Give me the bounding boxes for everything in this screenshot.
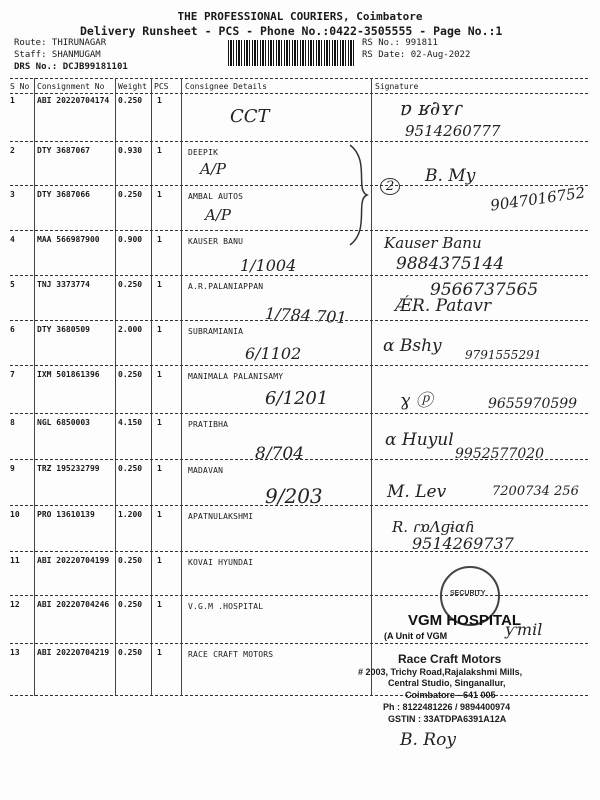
row-sno: 6 bbox=[10, 325, 15, 334]
row-sno: 13 bbox=[10, 648, 20, 657]
drs-no: DRS No.: DCJB99181101 bbox=[14, 62, 128, 72]
row-weight: 2.000 bbox=[118, 325, 143, 334]
row-sno: 5 bbox=[10, 280, 15, 289]
col-divider bbox=[115, 78, 116, 696]
row-consignment-no: PRO 13610139 bbox=[37, 510, 95, 519]
signature-4: Kauser Banu bbox=[384, 234, 482, 252]
col-header-pcs: PCS bbox=[154, 82, 169, 91]
phone-10: 9514269737 bbox=[412, 534, 514, 553]
staff: Staff: SHANMUGAM bbox=[14, 50, 101, 60]
row-separator bbox=[10, 595, 588, 596]
row-sno: 11 bbox=[10, 556, 20, 565]
phone-2: 9047016752 bbox=[489, 183, 587, 215]
row-separator bbox=[10, 275, 588, 276]
row-pcs: 1 bbox=[157, 600, 162, 609]
row-weight: 0.250 bbox=[118, 190, 143, 199]
row-separator bbox=[10, 230, 588, 231]
hand-note-9: 9/203 bbox=[265, 484, 323, 508]
col-divider bbox=[151, 78, 152, 696]
signature-12: ƴmil bbox=[505, 620, 543, 639]
phone-5: 9566737565 bbox=[430, 280, 539, 300]
row-pcs: 1 bbox=[157, 146, 162, 155]
row-consignee-name: SUBRAMIANIA bbox=[188, 327, 244, 336]
phone-6: 9791555291 bbox=[465, 348, 542, 362]
route: Route: THIRUNAGAR bbox=[14, 38, 107, 48]
hand-note-8: 8/704 bbox=[255, 444, 304, 464]
table-top-line bbox=[10, 78, 588, 79]
row-separator bbox=[10, 141, 588, 142]
row-consignment-no: ABI 20220704174 bbox=[37, 96, 110, 105]
row-consignee-name: KOVAI HYUNDAI bbox=[188, 558, 254, 567]
row-separator bbox=[10, 365, 588, 366]
row-consignee-name: KAUSER BANU bbox=[188, 237, 244, 246]
row-weight: 0.250 bbox=[118, 464, 143, 473]
hand-note-3: A/P bbox=[205, 206, 231, 224]
vgm-stamp-title: VGM HOSPITAL bbox=[408, 612, 522, 629]
row-sno: 4 bbox=[10, 235, 15, 244]
row-consignee-name: APATNULAKSHMI bbox=[188, 512, 254, 521]
bracket-mark bbox=[345, 140, 375, 250]
stamp-security-text: SECURITY bbox=[450, 590, 486, 597]
row-consignment-no: TRZ 195232799 bbox=[37, 464, 100, 473]
row-consignment-no: DTY 3687066 bbox=[37, 190, 90, 199]
col-header-consignment: Consignment No bbox=[37, 82, 105, 91]
signature-5: ǼR. Patavr bbox=[395, 296, 492, 316]
row-pcs: 1 bbox=[157, 556, 162, 565]
phone-4: 9884375144 bbox=[396, 254, 505, 274]
row-sno: 10 bbox=[10, 510, 20, 519]
hand-note-6: 6/1102 bbox=[245, 344, 302, 363]
row-pcs: 1 bbox=[157, 418, 162, 427]
row-weight: 1.200 bbox=[118, 510, 143, 519]
row-weight: 4.150 bbox=[118, 418, 143, 427]
row-sno: 2 bbox=[10, 146, 15, 155]
row-consignment-no: ABI 20220704219 bbox=[37, 648, 110, 657]
signature-10: R. ɾɒΛɡɨɑɦ bbox=[392, 518, 475, 536]
row-consignment-no: NGL 6850003 bbox=[37, 418, 90, 427]
hand-note-5: 1/784 701 bbox=[264, 303, 348, 328]
row-weight: 0.930 bbox=[118, 146, 143, 155]
phone-7: 9655970599 bbox=[488, 396, 578, 412]
race-stamp-phone: Ph : 8122481226 / 9894400974 bbox=[383, 702, 511, 712]
row-consignee-name: RACE CRAFT MOTORS bbox=[188, 650, 274, 659]
row-consignment-no: MAA 566987900 bbox=[37, 235, 100, 244]
row-consignee-name: MANIMALA PALANISAMY bbox=[188, 372, 284, 381]
row-pcs: 1 bbox=[157, 96, 162, 105]
row-consignment-no: DTY 3680509 bbox=[37, 325, 90, 334]
race-stamp-name: Race Craft Motors bbox=[398, 652, 502, 666]
hand-note-2: A/P bbox=[200, 160, 226, 178]
header-bottom-line bbox=[10, 93, 588, 94]
phone-1: 9514260777 bbox=[405, 122, 501, 140]
circled-2: 2 bbox=[380, 178, 400, 195]
col-header-signature: Signature bbox=[375, 82, 419, 91]
row-sno: 7 bbox=[10, 370, 15, 379]
hand-note-1: CCT bbox=[230, 106, 270, 127]
rs-no: RS No.: 991811 bbox=[362, 38, 438, 48]
phone-8: 9952577020 bbox=[455, 446, 545, 462]
col-header-sno: S No bbox=[10, 82, 30, 91]
hand-note-4: 1/1004 bbox=[240, 256, 297, 275]
row-weight: 0.250 bbox=[118, 96, 143, 105]
row-consignee-name: DEEPIK bbox=[188, 148, 219, 157]
row-separator bbox=[10, 643, 588, 644]
row-consignment-no: TNJ 3373774 bbox=[37, 280, 90, 289]
col-divider bbox=[34, 78, 35, 696]
signature-1: ɐ ʁ∂ʏɾ bbox=[400, 96, 463, 120]
row-pcs: 1 bbox=[157, 325, 162, 334]
row-pcs: 1 bbox=[157, 464, 162, 473]
col-divider bbox=[181, 78, 182, 696]
row-separator bbox=[10, 185, 588, 186]
row-pcs: 1 bbox=[157, 280, 162, 289]
race-stamp-gstin: GSTIN : 33ATDPA6391A12A bbox=[388, 714, 507, 724]
signature-9: M. Lev bbox=[387, 482, 447, 502]
phone-9: 7200734 256 bbox=[492, 484, 579, 499]
doc-title: THE PROFESSIONAL COURIERS, Coimbatore bbox=[177, 10, 423, 23]
row-consignee-name: PRATIBHA bbox=[188, 420, 229, 429]
vgm-stamp-sub: (A Unit of VGM bbox=[384, 631, 448, 641]
row-weight: 0.900 bbox=[118, 235, 143, 244]
col-header-weight: Weight bbox=[118, 82, 147, 91]
signature-2: B. My bbox=[425, 166, 476, 186]
row-weight: 0.250 bbox=[118, 648, 143, 657]
row-separator bbox=[10, 413, 588, 414]
row-consignee-name: A.R.PALANIAPPAN bbox=[188, 282, 264, 291]
row-consignment-no: IXM 501861396 bbox=[37, 370, 100, 379]
row-pcs: 1 bbox=[157, 235, 162, 244]
row-sno: 8 bbox=[10, 418, 15, 427]
race-stamp-addr3: Coimbatore - 641 005 bbox=[405, 690, 496, 700]
row-sno: 3 bbox=[10, 190, 15, 199]
doc-subtitle: Delivery Runsheet - PCS - Phone No.:0422-3505555 - Page No.:1 bbox=[80, 24, 503, 38]
signature-8: α Huyul bbox=[385, 430, 454, 450]
row-sno: 1 bbox=[10, 96, 15, 105]
row-pcs: 1 bbox=[157, 510, 162, 519]
signature-13: B. Roy bbox=[400, 730, 456, 750]
row-weight: 0.250 bbox=[118, 280, 143, 289]
row-consignment-no: ABI 20220704199 bbox=[37, 556, 110, 565]
row-sno: 12 bbox=[10, 600, 20, 609]
row-weight: 0.250 bbox=[118, 556, 143, 565]
signature-6: α Bshy bbox=[383, 336, 442, 356]
hand-note-7: 6/1201 bbox=[265, 388, 329, 409]
race-stamp-addr1: # 2003, Trichy Road,Rajalakshmi Mills, bbox=[358, 667, 523, 677]
row-pcs: 1 bbox=[157, 190, 162, 199]
row-consignment-no: ABI 20220704246 bbox=[37, 600, 110, 609]
row-consignee-name: MADAVAN bbox=[188, 466, 224, 475]
row-consignee-name: V.G.M .HOSPITAL bbox=[188, 602, 264, 611]
barcode bbox=[228, 40, 354, 66]
row-weight: 0.250 bbox=[118, 600, 143, 609]
row-sno: 9 bbox=[10, 464, 15, 473]
race-stamp-addr2: Central Studio, Singanallur, bbox=[388, 678, 506, 688]
row-pcs: 1 bbox=[157, 370, 162, 379]
row-consignee-name: AMBAL AUTOS bbox=[188, 192, 244, 201]
col-header-consignee: Consignee Details bbox=[185, 82, 267, 91]
signature-7: ɣ ⓟ bbox=[400, 391, 433, 411]
row-pcs: 1 bbox=[157, 648, 162, 657]
rs-date: RS Date: 02-Aug-2022 bbox=[362, 50, 471, 60]
row-consignment-no: DTY 3687067 bbox=[37, 146, 90, 155]
row-separator bbox=[10, 695, 588, 696]
row-weight: 0.250 bbox=[118, 370, 143, 379]
